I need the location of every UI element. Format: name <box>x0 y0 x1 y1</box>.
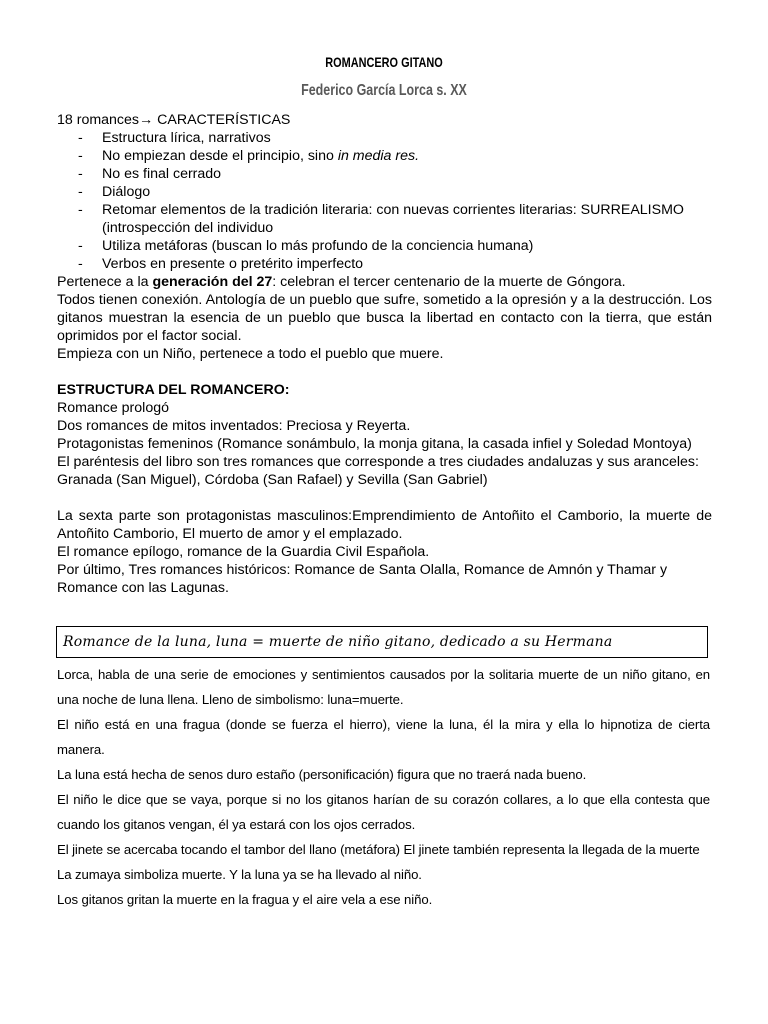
list-item: - No es final cerrado <box>57 165 712 183</box>
boxed-title-text: Romance de la luna, luna = muerte de niño gitano, dedicado a su Hermana <box>63 634 613 650</box>
analysis-paragraph: El jinete se acercaba tocando el tambor del llano (metáfora) El jinete también representa la llegada de la muerte <box>57 842 700 857</box>
list-item-text: No empiezan desde el principio, sino <box>102 148 338 164</box>
structure-heading: ESTRUCTURA DEL ROMANCERO: <box>57 382 290 398</box>
generation-line <box>57 273 712 291</box>
structure-line: Protagonistas femeninos (Romance sonámbulo, la monja gitana, la casada infiel y Soledad Montoya) <box>57 436 692 452</box>
structure-line: Por último, Tres romances históricos: Romance de Santa Olalla, Romance de Amnón y Thamar y Romance con las Lagunas. <box>57 562 668 596</box>
generation-bold: generación del 27 <box>152 274 273 290</box>
list-item: - Diálogo <box>57 183 712 201</box>
analysis-paragraph: La zumaya simboliza muerte. Y la luna ya se ha llevado al niño. <box>57 867 422 882</box>
structure-line: El romance epílogo, romance de la Guardia Civil Española. <box>57 544 430 560</box>
features-heading: 18 romances→ CARACTERÍSTICAS <box>57 112 291 128</box>
list-item: - Retomar elementos de la tradición literaria: con nuevas corrientes literarias: SURREALISMO (introspección del individuo <box>57 201 712 237</box>
structure-line: El paréntesis del libro son tres romances que corresponde a tres ciudades andaluzas y sus aranceles: Granada (San Miguel), Córdoba (San Rafael) y Sevilla (San Gabriel) <box>57 454 699 488</box>
analysis-paragraph: El niño le dice que se vaya, porque si no los gitanos harían de su corazón collares, a lo que ella contesta que cuando los gitanos vengan, él ya estará con los ojos cerrados. <box>57 792 710 832</box>
structure-line: Dos romances de mitos inventados: Preciosa y Reyerta. <box>57 418 411 434</box>
analysis-paragraph: Lorca, habla de una serie de emociones y sentimientos causados por la solitaria muerte de un niño gitano, en una noche de luna llena. Lleno de simbolismo: luna=muerte. <box>57 667 710 707</box>
boxed-title <box>56 626 708 658</box>
notes-section <box>57 111 712 597</box>
list-item <box>57 147 712 165</box>
structure-line: La sexta parte son protagonistas masculinos:Emprendimiento de Antoñito el Camborio, la muerte de Antoñito Camborio, El muerto de amor y el emplazado. <box>57 508 712 542</box>
analysis-paragraph: Los gitanos gritan la muerte en la fragua y el aire vela a ese niño. <box>57 892 433 907</box>
list-item: - Utiliza metáforas (buscan lo más profundo de la conciencia humana) <box>57 237 712 255</box>
list-item: - Verbos en presente o pretérito imperfecto <box>57 255 712 273</box>
generation-suffix: : celebran el tercer centenario de la muerte de Góngora. <box>272 274 626 290</box>
analysis-section <box>57 662 710 912</box>
paragraph: Empieza con un Niño, pertenece a todo el pueblo que muere. <box>57 346 444 362</box>
document-subtitle: Federico García Lorca s. XX <box>301 82 467 99</box>
generation-prefix: Pertenece a la <box>57 274 153 290</box>
features-list <box>57 129 712 273</box>
analysis-paragraph: El niño está en una fragua (donde se fuerza el hierro), viene la luna, él la mira y ella lo hipnotiza de cierta manera. <box>57 717 710 757</box>
list-item-italic: in media res. <box>337 148 420 164</box>
list-item: - Estructura lírica, narrativos <box>57 129 712 147</box>
document-title: ROMANCERO GITANO <box>325 54 443 70</box>
analysis-paragraph: La luna está hecha de senos duro estaño (personificación) figura que no traerá nada bueno. <box>57 767 587 782</box>
paragraph: Todos tienen conexión. Antología de un pueblo que sufre, sometido a la opresión y a la destrucción. Los gitanos muestran la esencia de un pueblo que busca la libertad en contacto con la tierra, que están oprimidos por el factor social. <box>57 292 712 344</box>
structure-line: Romance prologó <box>57 400 169 416</box>
